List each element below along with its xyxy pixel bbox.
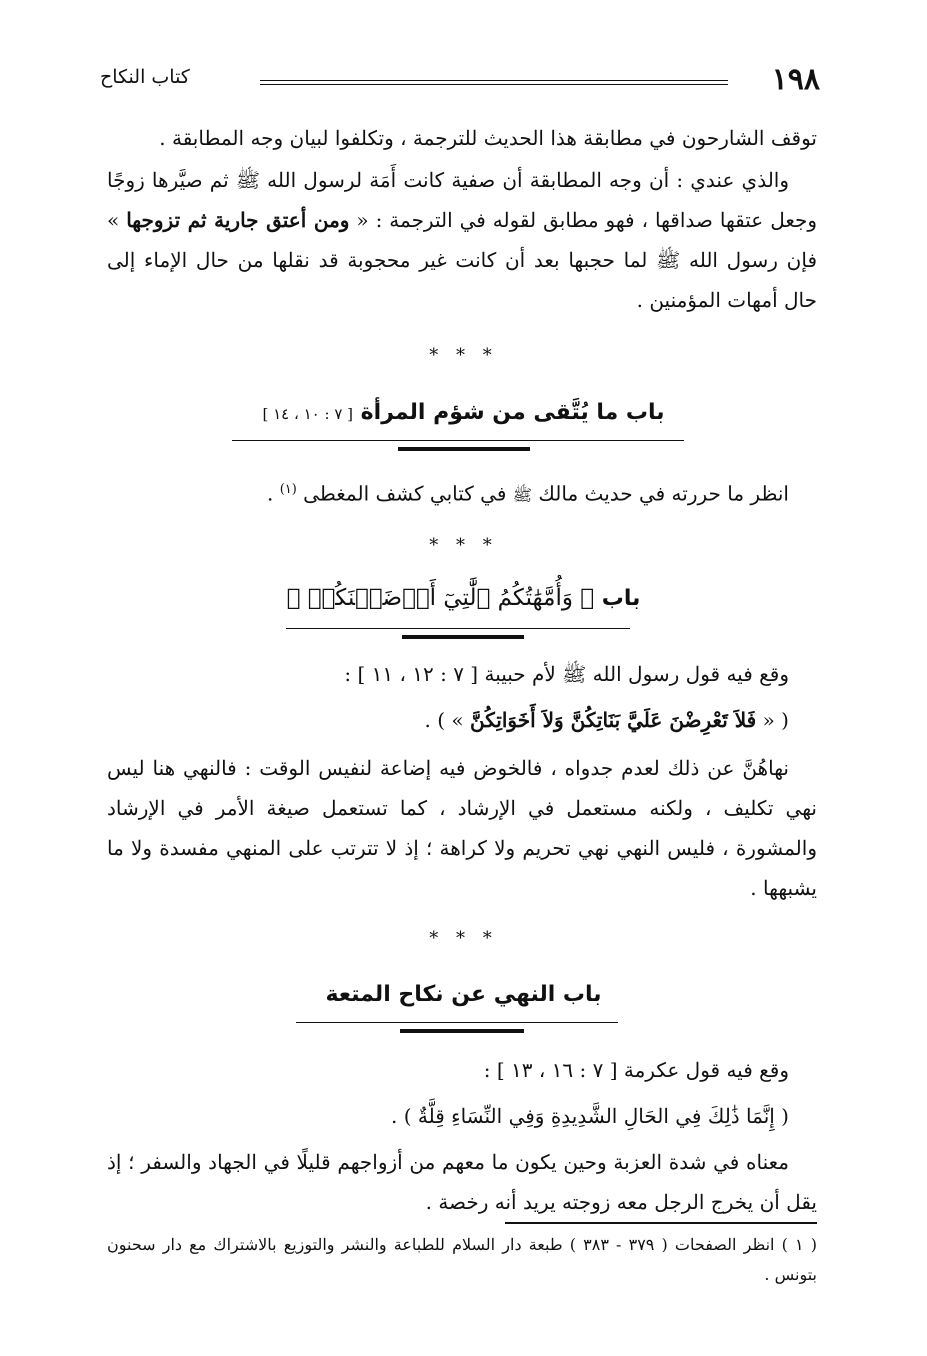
section3-paragraph: معناه في شدة العزبة وحين يكون ما معهم من أزواجهم قليلًا في الجهاد والسفر ؛ إذ يقل أن يخرج الرجل معه زوجته يريد أنه رخصة .	[107, 1150, 817, 1214]
heading-rule-thin-2	[286, 628, 630, 629]
running-title: كتاب النكاح	[100, 66, 190, 88]
section-ref-1: [ ٧ : ١٠ ، ١٤ ]	[262, 405, 353, 423]
page-number: ١٩٨	[771, 62, 820, 97]
section-title-3: باب النهي عن نكاح المتعة	[325, 982, 602, 1007]
section1-text-b: في كتابي كشف المغطى	[296, 481, 513, 506]
section3-intro-line: وقع فيه قول عكرمة [ ٧ : ١٦ ، ١٣ ] :	[483, 1058, 789, 1082]
separator-stars: * * *	[429, 345, 498, 366]
section1-text-a: انظر ما حررته في حديث مالك	[532, 481, 789, 506]
header-rule	[260, 80, 728, 85]
intro-paragraph-1: توقف الشارحون في مطابقة هذا الحديث للترجمة ، وتكلفوا لبيان وجه المطابقة .	[159, 126, 817, 150]
section-heading-2	[0, 585, 927, 611]
section2-intro-line: وقع فيه قول رسول الله ﷺ لأم حبيبة [ ٧ : ١٢ ، ١١ ] :	[344, 662, 789, 686]
heading-rule-thick-1	[398, 447, 530, 451]
heading-rule-thin-1	[232, 440, 684, 441]
section3-quote-line: ( إِنَّمَا ذَٰلِكَ فِي الحَالِ الشَّدِيدِةِ وَفِي النِّسَاءِ قِلَّةٌ ) .	[391, 1104, 789, 1128]
footnote-marker: (١)	[279, 482, 297, 497]
section1-text-c: .	[266, 481, 280, 506]
footnote-text: ( ١ ) انظر الصفحات ( ٣٧٩ - ٣٨٣ ) طبعة دار السلام للطباعة والنشر والتوزيع بالاشتراك مع دار سحنون بتونس .	[107, 1235, 818, 1284]
section2-hadith-line	[107, 700, 817, 740]
separator-stars: * * *	[429, 928, 498, 949]
page-header	[100, 62, 820, 102]
heading-rule-thick-2	[402, 635, 524, 639]
section2-hadith-close: » ) .	[424, 708, 470, 732]
section-heading-1	[0, 400, 927, 425]
heading-rule-thick-3	[400, 1029, 524, 1033]
intro-paragraph-2	[107, 160, 817, 320]
honorific-glyph: ﷺ	[512, 485, 533, 505]
separator-stars: * * *	[429, 535, 498, 556]
section2-hadith-text: فَلاَ تَعْرِضْنَ عَلَيَّ بَنَاتِكُنَّ وَلاَ أَخَوَاتِكُنَّ	[470, 708, 757, 732]
intro-text-a: والذي عندي : أن وجه المطابقة أن صفية كانت أَمَة لرسول الله ﷺ ثم صيَّرها زوجًا وجعل عتقها صداقها ، فهو مطابق لقوله في الترجمة : «	[107, 168, 818, 232]
heading-rule-thin-3	[296, 1022, 618, 1023]
section-title-2-prefix: باب	[601, 586, 641, 611]
section-heading-3	[0, 982, 927, 1007]
section1-paragraph	[107, 470, 817, 516]
section2-paragraph: نهاهُنَّ عن ذلك لعدم جدواه ، فالخوض فيه إضاعة لنفيس الوقت : فالنهي هنا ليس نهي تكليف ، ولكنه مستعمل في الإرشاد ، كما تستعمل صيغة الأمر في الإرشاد والمشورة ، فليس النهي نهي تحريم ولا كراهة ؛ إذ لا تترتب على المنهي مفسدة ولا ما يشبهها .	[107, 756, 817, 900]
intro-quoted-title: ومن أعتق جارية ثم تزوجها	[126, 208, 350, 232]
section-title-1: باب ما يُتَّقى من شؤم المرأة	[360, 400, 665, 425]
footnote-rule	[505, 1222, 817, 1224]
section2-hadith-open: ( «	[756, 708, 789, 732]
intro-text-b: » فإن رسول الله ﷺ لما حجبها بعد أن كانت غير محجوبة قد نقلها من حال الإماء إلى حال أمهات المؤمنين .	[107, 208, 817, 312]
section-title-2-quran: ﴿ وَأُمَّهَٰتُكُمُ ٱلَّٰتِيٓ أَرۡضَعۡنَكُمۡ ﴾	[286, 585, 595, 611]
